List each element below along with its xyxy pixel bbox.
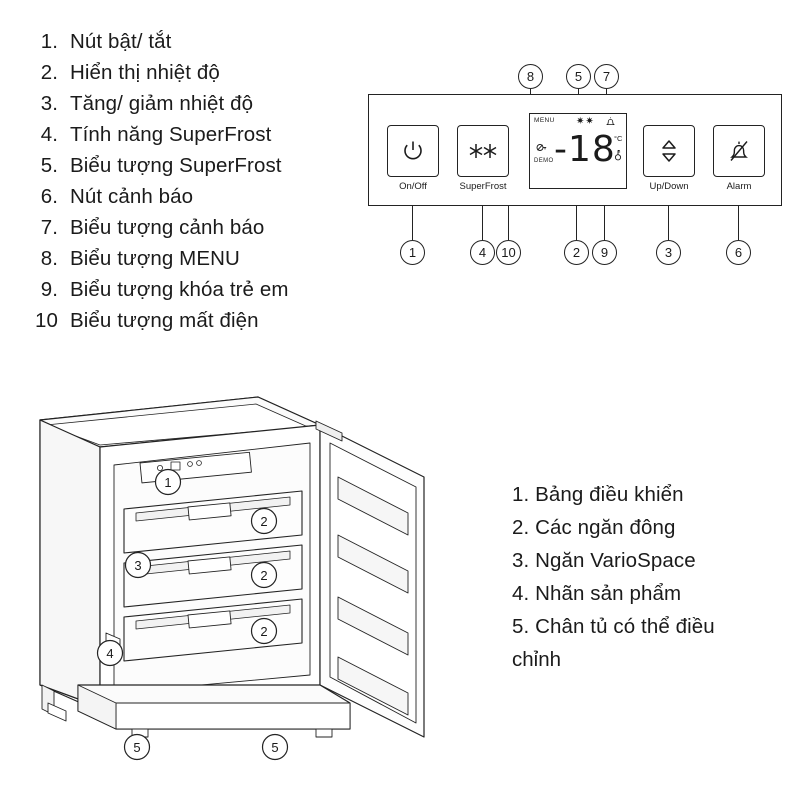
power-icon	[402, 140, 424, 162]
up-down-arrows-icon	[659, 139, 679, 163]
legend-item	[28, 274, 368, 305]
legend-item-label: Biểu tượng khóa trẻ em	[70, 278, 289, 301]
control-panel-diagram	[368, 69, 786, 301]
legend-item	[28, 305, 368, 336]
callout-2: 2	[564, 240, 589, 265]
alarm-button-label: Alarm	[726, 181, 752, 192]
legend-item-number: 5.	[40, 154, 58, 177]
temperature-display	[529, 113, 627, 189]
legend-item	[28, 88, 368, 119]
legend-item	[28, 119, 368, 150]
legend-item-label: Biểu tượng cảnh báo	[70, 216, 265, 239]
fridge-callout-2c: 2	[260, 624, 268, 639]
leader-line-10	[508, 206, 509, 240]
callout-7: 7	[594, 64, 619, 89]
freezer-illustration	[20, 385, 500, 775]
legend-item-label: Nút cảnh báo	[70, 185, 194, 208]
demo-indicator-label: DEMO	[534, 158, 554, 164]
superfrost-button-label: SuperFrost	[459, 181, 507, 192]
legend-item-number: 6.	[40, 185, 58, 208]
fridge-callout-5a: 5	[133, 740, 141, 755]
legend-item	[28, 243, 368, 274]
up-down-button-label: Up/Down	[649, 181, 689, 192]
freezer-legend	[512, 478, 792, 676]
temperature-unit: °C	[614, 134, 623, 143]
on-off-button[interactable]	[387, 125, 439, 177]
appliance-control-panel	[368, 94, 782, 206]
leader-line-9	[604, 206, 605, 240]
legend-item-label: Tăng/ giảm nhiệt độ	[70, 92, 254, 115]
leader-line-6	[738, 206, 739, 240]
legend-item	[28, 150, 368, 181]
legend-item	[28, 181, 368, 212]
legend-item-number: 8.	[40, 247, 58, 270]
fridge-callout-4: 4	[106, 646, 114, 661]
callout-10: 10	[496, 240, 521, 265]
fridge-callout-2a: 2	[260, 514, 268, 529]
legend-item	[512, 577, 792, 610]
legend-item-label: Chân tủ có thể điều	[535, 615, 715, 638]
power-failure-indicator-icon	[536, 142, 547, 156]
fridge-callout-3: 3	[134, 558, 142, 573]
superfrost-indicator-icon: ✷✷	[576, 116, 595, 127]
legend-item-number: 1.	[512, 483, 530, 506]
callout-4: 4	[470, 240, 495, 265]
legend-item-label: Nhãn sản phẩm	[535, 582, 682, 605]
child-lock-indicator-icon	[613, 150, 627, 161]
up-down-button[interactable]	[643, 125, 695, 177]
temperature-value: -18	[554, 129, 616, 170]
legend-item-label: Biểu tượng MENU	[70, 247, 240, 270]
alarm-button[interactable]	[713, 125, 765, 177]
legend-item	[28, 212, 368, 243]
callout-8: 8	[518, 64, 543, 89]
legend-item	[512, 544, 792, 577]
legend-item-number: 5.	[512, 615, 530, 638]
on-off-button-label: On/Off	[399, 181, 427, 192]
callout-3: 3	[656, 240, 681, 265]
leader-line-3	[668, 206, 669, 240]
legend-item	[512, 610, 792, 643]
snowflake-stars-icon	[468, 142, 498, 160]
legend-item-label: Nút bật/ tắt	[70, 30, 172, 53]
callout-5: 5	[566, 64, 591, 89]
legend-item-number: 10	[34, 309, 58, 332]
superfrost-button[interactable]	[457, 125, 509, 177]
legend-item-number: 3.	[512, 549, 530, 572]
legend-item-label: Biểu tượng SuperFrost	[70, 154, 282, 177]
freezer-drawing	[20, 385, 500, 775]
legend-item-number: 4.	[512, 582, 530, 605]
control-panel-legend	[28, 26, 368, 336]
legend-item	[512, 478, 792, 511]
legend-item-label: Tính năng SuperFrost	[70, 123, 272, 146]
legend-item-number: 9.	[40, 278, 58, 301]
callout-6: 6	[726, 240, 751, 265]
legend-item-label: Ngăn VarioSpace	[535, 549, 696, 572]
legend-item-number: 1.	[40, 30, 58, 53]
callout-1: 1	[400, 240, 425, 265]
legend-item-label: Biểu tượng mất điện	[70, 309, 259, 332]
legend-item-label: Bảng điều khiển	[535, 483, 684, 506]
callout-9: 9	[592, 240, 617, 265]
bell-muted-icon	[728, 139, 750, 163]
fridge-callout-2b: 2	[260, 568, 268, 583]
alarm-indicator-icon	[606, 117, 615, 129]
legend-item-number: 4.	[40, 123, 58, 146]
legend-item-number: 7.	[40, 216, 58, 239]
legend-item-number: 2.	[512, 516, 530, 539]
legend-item-number: 3.	[40, 92, 58, 115]
leader-line-2	[576, 206, 577, 240]
legend-item	[512, 511, 792, 544]
legend-item-label: Hiển thị nhiệt độ	[70, 61, 220, 84]
fridge-callout-1: 1	[164, 475, 172, 490]
leader-line-1	[412, 206, 413, 240]
legend-item	[28, 26, 368, 57]
legend-item-number: 2.	[40, 61, 58, 84]
leader-line-4	[482, 206, 483, 240]
fridge-callout-5b: 5	[271, 740, 279, 755]
legend-item-label: Các ngăn đông	[535, 516, 676, 539]
legend-item	[28, 57, 368, 88]
menu-indicator-label: MENU	[534, 117, 555, 124]
legend-item-continuation: chỉnh	[512, 648, 562, 671]
